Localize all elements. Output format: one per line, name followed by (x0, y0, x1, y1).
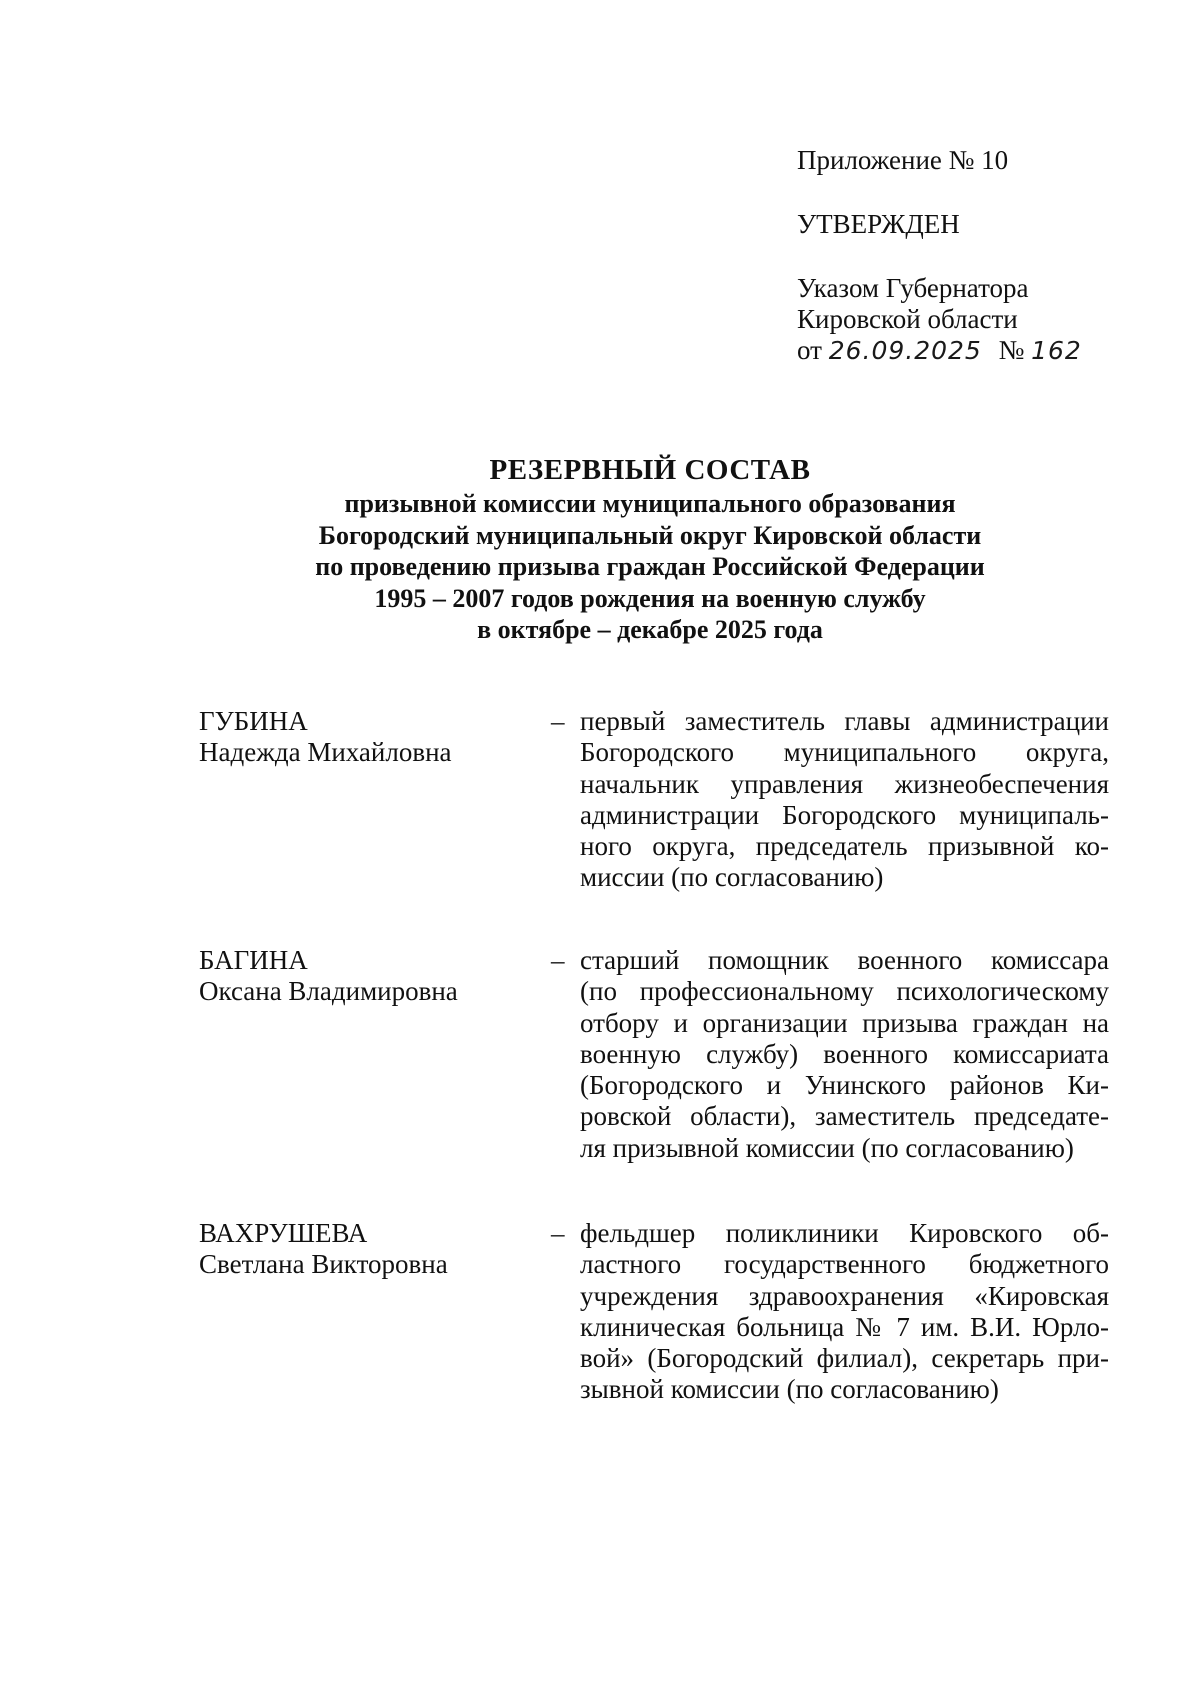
member-surname: ГУБИНА (199, 706, 308, 736)
member-name (199, 706, 529, 769)
member-given-names: Надежда Михайловна (199, 737, 452, 768)
decree-date-line (797, 335, 1137, 366)
member-dash: – (551, 945, 565, 975)
member-role (580, 706, 1109, 894)
role-line: учреждения здравоохранения «Кировская (580, 1280, 1109, 1311)
decree-line-2: Кировской области (797, 304, 1018, 334)
member-role (580, 945, 1109, 1164)
role-line: зывной комиссии (по согласованию) (580, 1374, 999, 1405)
role-line: ного округа, председатель призывной ко- (580, 831, 1109, 862)
document-heading (150, 452, 1150, 646)
role-line: миссии (по согласованию) (580, 862, 884, 893)
heading-line: 1995 – 2007 годов рождения на военную службу (374, 583, 926, 613)
member-surname: БАГИНА (199, 945, 308, 975)
role-line: администрации Богородского муниципаль- (580, 799, 1109, 830)
role-line: Богородского муниципального округа, (580, 737, 1109, 768)
role-line: первый заместитель главы администрации (580, 706, 1109, 736)
role-line: ластного государственного бюджетного (580, 1249, 1109, 1280)
member-dash: – (551, 1218, 565, 1248)
decree-line-1: Указом Губернатора (797, 273, 1029, 303)
number-prefix: № (998, 335, 1025, 365)
member-dash: – (551, 706, 565, 736)
date-prefix: от (797, 335, 822, 365)
role-line: начальник управления жизнеобеспечения (580, 768, 1109, 799)
role-line: (по профессиональному психологическому (580, 976, 1109, 1007)
approved-label: УТВЕРЖДЕН (797, 209, 960, 239)
decree-number-handwritten: 162 (1031, 336, 1082, 365)
role-line: военную службу) военного комиссариата (580, 1038, 1109, 1069)
heading-line: по проведению призыва граждан Российской Федерации (315, 552, 985, 581)
role-line: ровской области), заместитель председате- (580, 1101, 1109, 1132)
approval-block (797, 145, 1137, 366)
role-line: отбору и организации призыва граждан на (580, 1007, 1109, 1038)
role-line: фельдшер поликлиники Кировского об- (580, 1218, 1109, 1248)
decree-reference (797, 273, 1137, 366)
heading-line: Богородский муниципальный округ Кировской области (318, 520, 982, 550)
member-given-names: Оксана Владимировна (199, 976, 458, 1007)
member-role (580, 1218, 1109, 1406)
role-line: (Богородского и Унинского районов Ки- (580, 1070, 1109, 1101)
member-given-names: Светлана Викторовна (199, 1249, 448, 1280)
heading-line: призывной комиссии муниципального образования (344, 489, 956, 518)
heading-line: в октябре – декабре 2025 года (477, 615, 823, 644)
role-line: старший помощник военного комиссара (580, 945, 1109, 975)
decree-date-handwritten: 26.09.2025 (828, 336, 982, 365)
appendix-label: Приложение № 10 (797, 145, 1009, 175)
role-line: ля призывной комиссии (по согласованию) (580, 1132, 1074, 1163)
role-line: клиническая больница № 7 им. В.И. Юрло- (580, 1311, 1109, 1342)
member-name (199, 1218, 529, 1281)
member-name (199, 945, 529, 1008)
role-line: вой» (Богородский филиал), секретарь при- (580, 1343, 1109, 1374)
member-surname: ВАХРУШЕВА (199, 1218, 368, 1248)
document-title: РЕЗЕРВНЫЙ СОСТАВ (489, 454, 811, 486)
